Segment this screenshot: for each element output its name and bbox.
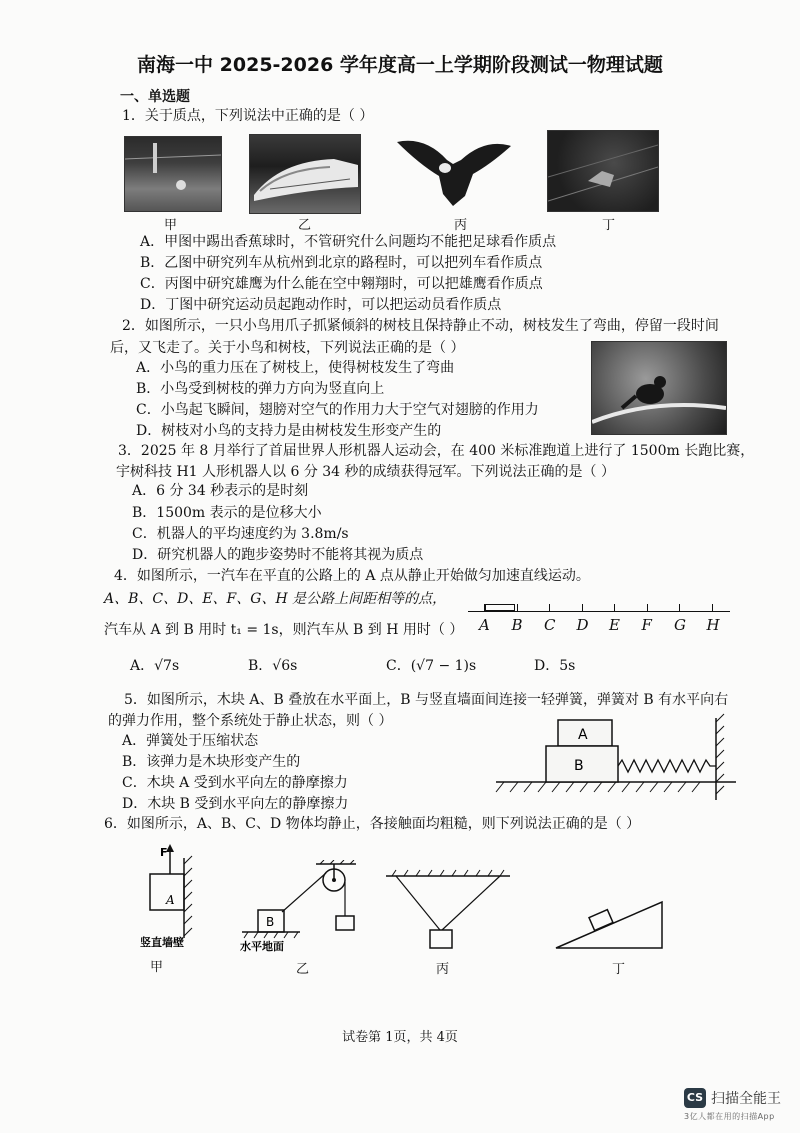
q6-caption-1: 甲 [150,960,164,975]
road-tick-h [712,604,713,611]
q1-photo-soccer [124,136,222,212]
car-block [485,604,515,611]
q6-caption-4: 丁 [612,962,626,977]
q1-caption-2: 乙 [298,218,312,233]
block-a-label: A [166,893,175,907]
q4-option-c[interactable]: C．(√7 − 1)s [386,658,477,674]
soccer-scene-icon [125,137,221,211]
q3-stem-line1: 3．2025 年 8 月举行了首届世界人形机器人运动会，在 400 米标准跑道上进行了 1500m 长跑比赛， [118,443,755,459]
q1-option-d[interactable]: D．丁图中研究运动员起跑动作时，可以把运动员看作质点 [140,297,502,313]
q3-option-b[interactable]: B．1500m 表示的是位移大小 [132,505,322,521]
q4-option-b[interactable]: B．√6s [248,658,298,674]
q2-stem-line2: 后，又飞走了。关于小鸟和树枝，下列说法正确的是（ ） [110,340,465,356]
road-point-label: F [641,616,652,634]
scanner-name: 扫描全能王 [711,1091,781,1107]
train-icon [250,135,360,213]
eagle-icon [395,134,513,212]
q5-option-a[interactable]: A．弹簧处于压缩状态 [122,733,259,749]
q4-stem-line1: 4．如图所示，一汽车在平直的公路上的 A 点从静止开始做匀加速直线运动。 [114,568,590,584]
block-on-incline [589,910,613,931]
q2-option-b[interactable]: B．小鸟受到树枝的弹力方向为竖直向上 [136,381,385,397]
block-b-label: B [266,915,275,929]
cs-logo-icon: CS [684,1088,706,1108]
q2-option-c[interactable]: C．小鸟起飞瞬间，翅膀对空气的作用力大于空气对翅膀的作用力 [136,402,539,418]
hanging-block [430,930,452,948]
page-footer: 试卷第 1页，共 4页 [342,1030,458,1045]
q5-option-d[interactable]: D．木块 B 受到水平向左的静摩擦力 [122,796,349,812]
q1-option-c[interactable]: C．丙图中研究雄鹰为什么能在空中翱翔时，可以把雄鹰看作质点 [140,276,543,292]
q1-option-a[interactable]: A．甲图中踢出香蕉球时，不管研究什么问题均不能把足球看作质点 [140,234,557,250]
road-point-label: A [479,616,490,634]
q2-option-a[interactable]: A．小鸟的重力压在了树枝上，使得树枝发生了弯曲 [136,360,455,376]
q5-stem-line2: 的弹力作用，整个系统处于静止状态，则（ ） [108,713,393,729]
road-tick-b [517,604,518,611]
ground-label: 水平地面 [240,940,284,952]
road-point-label: H [706,616,720,634]
q3-option-d[interactable]: D．研究机器人的跑步姿势时不能将其视为质点 [132,547,424,563]
bird-on-branch-icon [592,342,726,434]
q1-photo-eagle [395,134,513,212]
scanner-tagline: 3亿人都在用的扫描App [684,1112,775,1121]
road-tick-d [582,604,583,611]
road-point-label: D [576,616,589,634]
q5-stem-line1: 5．如图所示，木块 A、B 叠放在水平面上，B 与竖直墙面间连接一轻弹簧，弹簧对 B 有水平向右 [124,692,729,708]
road-point-label: B [511,616,523,634]
road-line [468,611,730,612]
q6-stem: 6．如图所示，A、B、C、D 物体均静止，各接触面均粗糙，则下列说法正确的是（ ） [104,816,641,832]
q1-caption-4: 丁 [602,218,616,233]
q2-option-d[interactable]: D．树枝对小鸟的支持力是由树枝发生形变产生的 [136,423,442,439]
q1-caption-3: 丙 [454,218,468,233]
sprinter-icon [548,131,658,211]
road-tick-a [484,604,485,611]
q6-caption-3: 丙 [436,962,450,977]
q6-figure-ding [552,896,668,954]
road-point-label: G [674,616,686,634]
exam-title: 南海一中 2025-2026 学年度高一上学期阶段测试一物理试题 [137,54,663,76]
q1-photo-sprinter [547,130,659,212]
q6-caption-2: 乙 [296,962,310,977]
road-tick-c [549,604,550,611]
spring [618,760,716,772]
q3-option-c[interactable]: C．机器人的平均速度约为 3.8m/s [132,526,349,542]
block-b-label: B [574,758,584,774]
q4-option-a[interactable]: A．√7s [130,658,180,674]
q4-option-d[interactable]: D．5s [534,658,576,674]
q3-option-a[interactable]: A．6 分 34 秒表示的是时刻 [132,483,309,499]
q1-option-b[interactable]: B．乙图中研究列车从杭州到北京的路程时，可以把列车看作质点 [140,255,543,271]
q5-option-c[interactable]: C．木块 A 受到水平向左的静摩擦力 [122,775,348,791]
q2-photo-bird [591,341,727,435]
q2-stem-line1: 2．如图所示，一只小鸟用爪子抓紧倾斜的树枝且保持静止不动，树枝发生了弯曲，停留一段时间 [122,318,719,334]
force-label: F [160,846,168,859]
q1-stem: 1．关于质点，下列说法中正确的是（ ） [122,108,374,124]
section-heading: 一、单选题 [120,89,190,105]
q6-figure-jia [136,842,226,952]
q1-photo-train [249,134,361,214]
road-point-label: E [609,616,620,634]
road-tick-e [614,604,615,611]
wall-label: 竖直墙壁 [140,936,184,949]
scanner-watermark [684,1088,781,1122]
block-a-label: A [578,727,588,743]
hanging-weight [336,916,354,930]
q1-caption-1: 甲 [164,218,178,233]
q6-figure-yi [238,860,368,952]
road-point-label: C [544,616,556,634]
road-tick-f [647,604,648,611]
q5-option-b[interactable]: B．该弹力是木块形变产生的 [122,754,301,770]
q6-figure-bing [382,868,514,954]
q5-diagram [490,712,750,804]
q3-stem-line2: 宇树科技 H1 人形机器人以 6 分 34 秒的成绩获得冠军。下列说法正确的是（ ） [116,464,615,480]
road-tick-g [679,604,680,611]
q4-stem-line3: 汽车从 A 到 B 用时 t₁ = 1s，则汽车从 B 到 H 用时（ ） [104,622,464,638]
q4-stem-line2: A、B、C、D、E、F、G、H 是公路上间距相等的点， [104,591,447,607]
